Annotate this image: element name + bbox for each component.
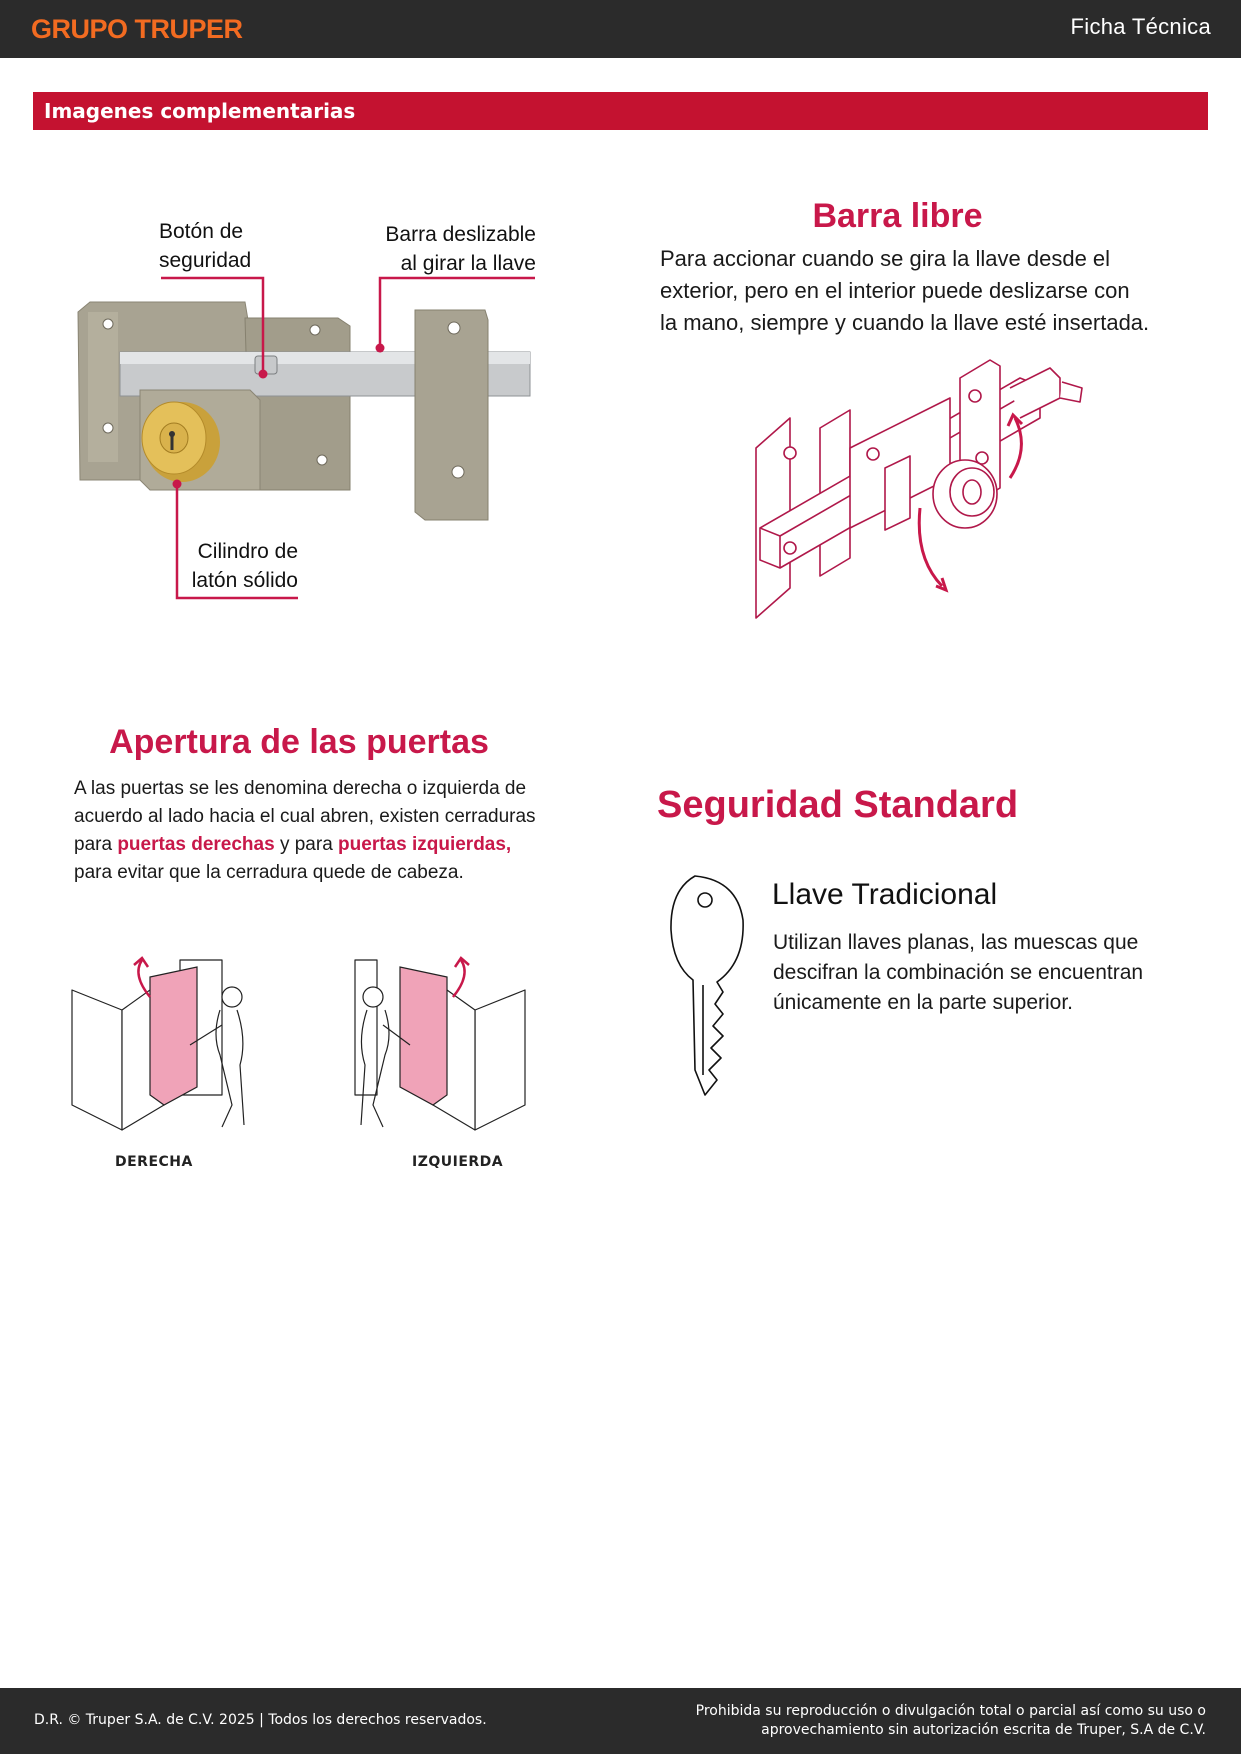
footer-disclaimer bbox=[646, 1702, 1206, 1740]
apertura-line4: para evitar que la cerradura quede de cabeza. bbox=[74, 862, 464, 883]
key-icon bbox=[665, 870, 755, 1100]
apertura-heading: Apertura de las puertas bbox=[109, 723, 489, 761]
left-doors-highlight: puertas izquierdas, bbox=[338, 834, 512, 855]
right-doors-highlight: puertas derechas bbox=[117, 834, 275, 855]
key-description-line3: únicamente en la parte superior. bbox=[773, 991, 1074, 1014]
callout-sliding-bar bbox=[330, 220, 536, 278]
document-type-label: Ficha Técnica bbox=[1070, 14, 1211, 39]
key-title: Llave Tradicional bbox=[772, 878, 998, 911]
key-description-line2: descifran la combinación se encuentran bbox=[773, 961, 1144, 984]
page-footer bbox=[0, 1688, 1241, 1754]
key-description bbox=[773, 928, 1143, 1018]
callout-button-line1: Botón de bbox=[159, 220, 244, 243]
apertura-line3-mid: y para bbox=[274, 834, 339, 855]
key-description-line1: Utilizan llaves planas, las muescas que bbox=[773, 931, 1139, 954]
section-title: Imagenes complementarias bbox=[44, 99, 356, 123]
footer-copyright: D.R. © Truper S.A. de C.V. 2025 | Todos los derechos reservados. bbox=[34, 1712, 487, 1728]
apertura-line3-pre: para bbox=[74, 834, 118, 855]
seguridad-heading: Seguridad Standard bbox=[657, 784, 1019, 826]
apertura-line2: acuerdo al lado hacia el cual abren, existen cerraduras bbox=[74, 806, 536, 827]
left-door-label: IZQUIERDA bbox=[412, 1154, 504, 1170]
callout-brass-cylinder bbox=[150, 537, 298, 595]
barra-libre-line1: Para accionar cuando se gira la llave desde el bbox=[660, 246, 1111, 271]
callout-security-button bbox=[159, 217, 251, 275]
callout-bar-line2: al girar la llave bbox=[400, 252, 536, 275]
footer-disclaimer-line1: Prohibida su reproducción o divulgación total o parcial así como su uso o bbox=[695, 1703, 1206, 1719]
callout-cylinder-line2: latón sólido bbox=[191, 569, 298, 592]
callout-bar-line1: Barra deslizable bbox=[385, 223, 536, 246]
barra-libre-line2: exterior, pero en el interior puede deslizarse con bbox=[660, 278, 1130, 303]
right-door-label: DERECHA bbox=[115, 1154, 193, 1170]
apertura-description bbox=[74, 775, 536, 887]
left-door-illustration bbox=[355, 955, 535, 1135]
right-door-illustration bbox=[72, 955, 252, 1135]
barra-libre-line-drawing bbox=[710, 358, 1090, 648]
callout-cylinder-line1: Cilindro de bbox=[197, 540, 298, 563]
brand-logo: GRUPO TRUPER bbox=[31, 14, 243, 44]
barra-libre-description bbox=[660, 243, 1149, 339]
apertura-line3 bbox=[74, 831, 536, 859]
callout-button-line2: seguridad bbox=[159, 249, 252, 272]
barra-libre-line3: la mano, siempre y cuando la llave esté insertada. bbox=[660, 310, 1150, 335]
footer-disclaimer-line2: aprovechamiento sin autorización escrita de Truper, S.A de C.V. bbox=[761, 1722, 1206, 1738]
apertura-line1: A las puertas se les denomina derecha o izquierda de bbox=[74, 778, 527, 799]
barra-libre-heading: Barra libre bbox=[812, 197, 983, 235]
